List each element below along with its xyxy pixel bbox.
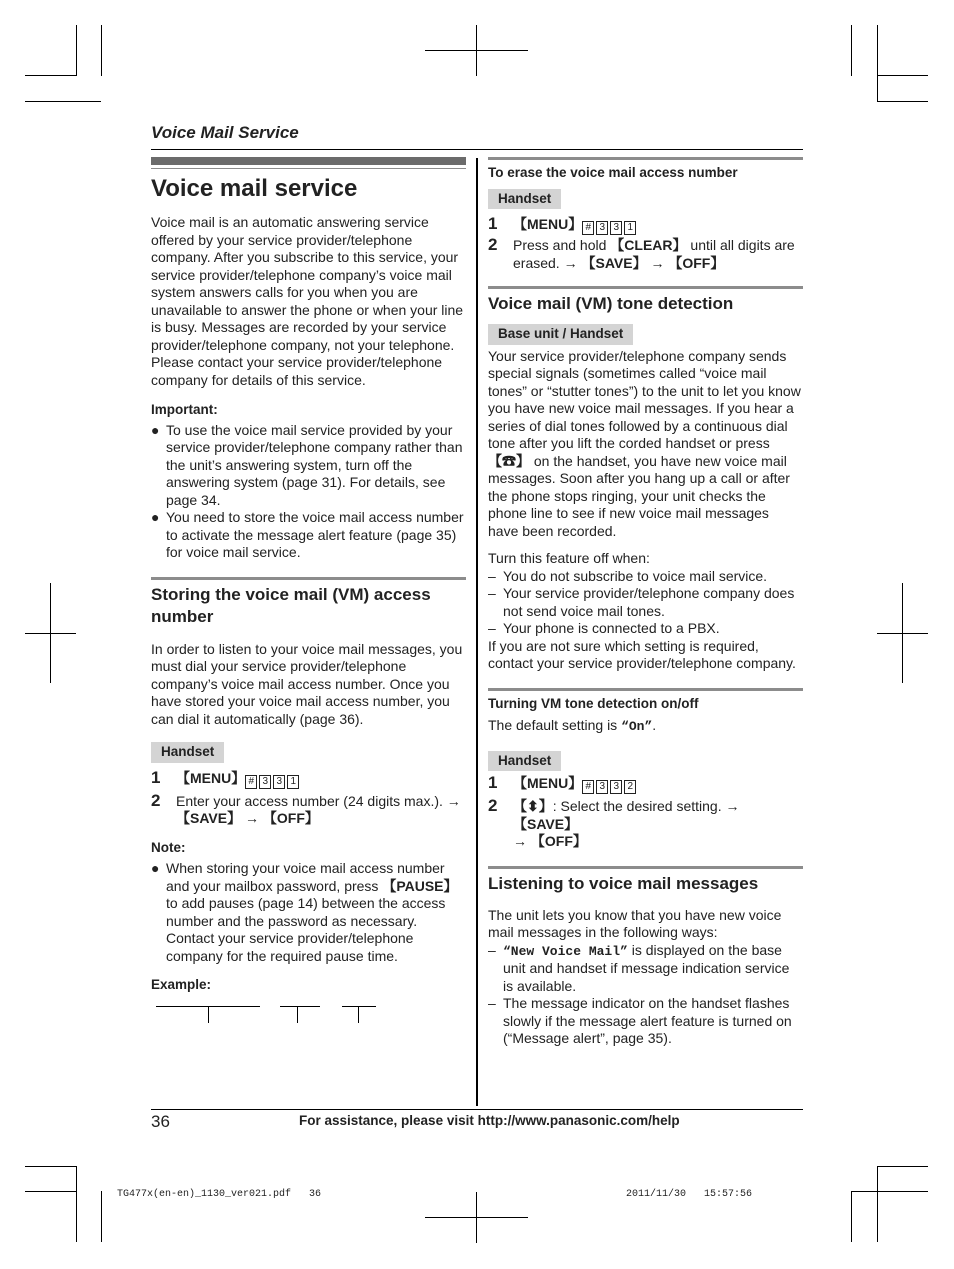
step-2: 2 Enter your access number (24 digits max.). → 【SAVE】 → 【OFF】	[151, 790, 461, 826]
turnoff-outro: If you are not sure which setting is required, contact your service provider/telephone company.	[488, 637, 796, 671]
note-label: Note:	[151, 839, 186, 855]
default-setting: The default setting is “On”.	[488, 717, 657, 734]
section-header: Voice Mail Service	[151, 123, 299, 142]
intro-text: Voice mail is an automatic answering service offered by your service provider/telephone company. After you subscribe to this service, your service provider/telephone company’s voice mail system answers calls for you when you are unavailable to answer the phone or when your line is busy. Messages are recorded by your service provider/telephone company, not your telephone. Please contact your service provider/telephone company for details of this service.	[151, 214, 464, 388]
menu-key: 【MENU】	[176, 769, 246, 786]
column-divider	[476, 158, 478, 1106]
turnoff-item: – Your phone is connected to a PBX.	[488, 620, 720, 636]
header-rule	[151, 149, 803, 150]
erase-step-1: 1 【MENU】 # 3 3 1	[488, 216, 803, 235]
turnoff-item: – You do not subscribe to voice mail service.	[488, 567, 768, 584]
title-bar	[151, 157, 466, 165]
store-heading: Storing the voice mail (VM) access number	[151, 584, 431, 626]
listen-item: – “New Voice Mail” is displayed on the base unit and handset if message indication service is available.	[488, 941, 790, 994]
assist-text: For assistance, please visit http://www.panasonic.com/help	[299, 1113, 680, 1128]
page-title: Voice mail service	[151, 175, 358, 202]
erase-heading: To erase the voice mail access number	[488, 165, 738, 180]
tone-text: Your service provider/telephone company sends special signals (sometimes called “voice mail tones” or “stutter tones”) to the unit to let you know you have new voice mail messages. If you hear a series of dial tones followed by a continuous dial tone after you lift the corded handset or press 【☎】 on the handset, you have new voice mail messages. Soon after you hang up a call or after the phone stops ringing, your unit checks the phone line to see if new voice mail messages have been recorded.	[488, 347, 801, 539]
important-label: Important:	[151, 402, 218, 417]
listen-item: – The message indicator on the handset flashes slowly if the message alert feature is turned on (“Message alert”, page 35).	[488, 995, 792, 1046]
erase-step-2: 2 Press and hold 【CLEAR】 until all digits are erased. → 【SAVE】 → 【OFF】	[488, 235, 795, 271]
timestamp: 2011/11/30 15:57:56	[626, 1189, 753, 1200]
store-text: In order to listen to your voice mail messages, you must dial your service provider/telephone company’s voice mail access number. Once you have stored your voice mail access number, you can dial it automatically (page 36).	[151, 640, 463, 727]
turnoff-intro: Turn this feature off when:	[488, 550, 650, 566]
turning-heading: Turning VM tone detection on/off	[488, 695, 699, 711]
tone-heading: Voice mail (VM) tone detection	[488, 294, 734, 313]
listen-text: The unit lets you know that you have new voice mail messages in the following ways:	[488, 906, 782, 940]
handset-label: Handset	[151, 742, 224, 763]
example-label: Example:	[151, 977, 212, 992]
turn-step-2: 2 【⬍】: Select the desired setting. → 【SAVE】 → 【OFF】	[488, 796, 740, 849]
step-1: 1 【MENU】 # 3 3 1	[151, 770, 466, 789]
handset-label: Handset	[488, 751, 561, 772]
left-column	[151, 157, 466, 994]
listen-heading: Listening to voice mail messages	[488, 873, 759, 893]
right-column	[488, 157, 803, 1048]
file-info: TG477x(en-en)_1130_ver021.pdf 36	[117, 1189, 322, 1200]
important-item: ● You need to store the voice mail access number to activate the message alert feature (page 35) for voice mail service.	[151, 509, 464, 560]
turn-step-1: 1 【MENU】 # 3 3 2	[488, 775, 803, 794]
footer-rule	[151, 1109, 803, 1110]
note-item: ● When storing your voice mail access number and your mailbox password, press 【PAUSE】 to add pauses (page 14) between the access number and the password as necessary. Contact your service provider/telephone company for the required pause time.	[151, 860, 458, 964]
page-number: 36	[151, 1112, 170, 1131]
handset-label: Handset	[488, 189, 561, 210]
turnoff-item: – Your service provider/telephone company does not send voice mail tones.	[488, 585, 795, 619]
base-handset-label: Base unit / Handset	[488, 324, 633, 345]
important-item: ● To use the voice mail service provided by your service provider/telephone company rather than the unit’s answering system, turn off the answering system (page 31). For details, see page 34.	[151, 421, 463, 508]
